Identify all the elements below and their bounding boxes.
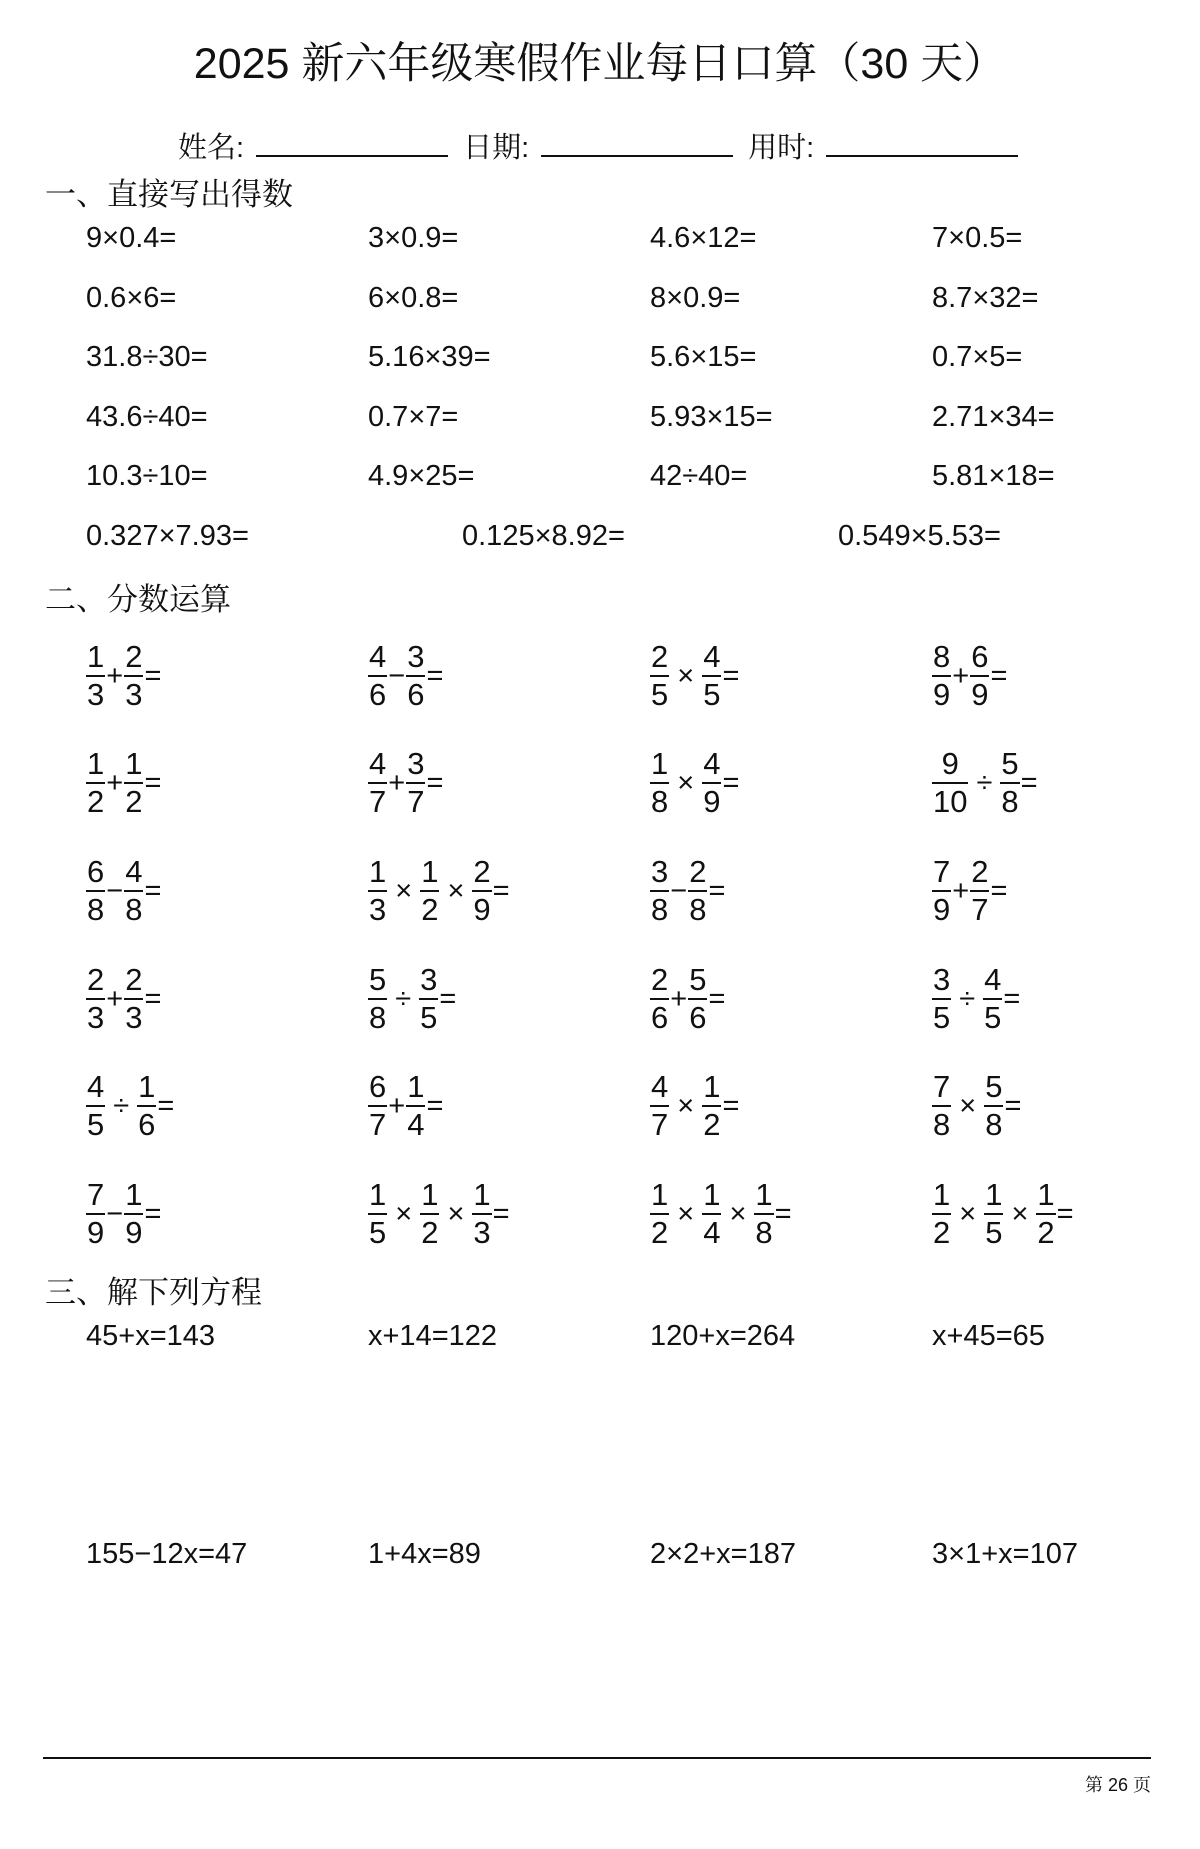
fraction	[406, 1069, 425, 1143]
equals-sign: =	[439, 982, 457, 1015]
fraction	[984, 1176, 1003, 1250]
fraction	[124, 638, 143, 712]
fraction-problem	[368, 622, 650, 730]
equals-sign: =	[492, 1197, 510, 1230]
name-field	[178, 129, 448, 167]
operator: +	[388, 1090, 406, 1123]
arithmetic-problem: 4.9×25=	[368, 460, 475, 492]
fraction	[368, 1069, 387, 1143]
numerator: 1	[651, 746, 669, 782]
fraction-problem	[650, 730, 932, 838]
fraction	[124, 853, 143, 927]
problem-row	[86, 328, 1152, 388]
arithmetic-problem: 0.125×8.92=	[462, 519, 625, 552]
denominator: 2	[933, 1214, 951, 1250]
fraction-problem	[650, 1160, 932, 1268]
section-heading-equations: 三、解下列方程	[45, 1275, 262, 1310]
operator: ×	[677, 659, 695, 692]
fraction-problem	[368, 1052, 650, 1160]
operator: ×	[729, 1197, 747, 1230]
fraction-grid	[86, 622, 1152, 1268]
numerator: 9	[941, 746, 959, 782]
numerator: 4	[703, 746, 721, 782]
problem-row	[86, 507, 1152, 567]
numerator: 4	[369, 638, 387, 674]
page-number: 第 26 页	[1084, 1775, 1151, 1795]
fraction	[650, 746, 669, 820]
equation-grid	[86, 1306, 1152, 1584]
fraction	[86, 1176, 105, 1250]
equals-sign: =	[144, 767, 162, 800]
equals-sign: =	[774, 1197, 792, 1230]
numerator: 1	[651, 1176, 669, 1212]
numerator: 1	[369, 853, 387, 889]
numerator: 3	[407, 638, 425, 674]
numerator: 5	[689, 961, 707, 997]
fraction-problem	[368, 730, 650, 838]
fraction	[124, 1176, 143, 1250]
equation-problem: 1+4x=89	[368, 1538, 481, 1570]
denominator: 7	[407, 784, 425, 820]
fraction-problem	[932, 1052, 1152, 1160]
name-label: 姓名:	[178, 132, 245, 164]
fraction	[368, 638, 387, 712]
denominator: 3	[369, 891, 387, 927]
numerator: 4	[369, 746, 387, 782]
denominator: 8	[689, 891, 707, 927]
time-label: 用时:	[748, 132, 815, 164]
arithmetic-problem: 7×0.5=	[932, 222, 1023, 254]
equals-sign: =	[1020, 767, 1038, 800]
fraction	[86, 638, 105, 712]
denominator: 5	[651, 676, 669, 712]
denominator: 8	[1001, 784, 1019, 820]
denominator: 7	[369, 1107, 387, 1143]
operator: ×	[677, 1090, 695, 1123]
operator: +	[106, 767, 124, 800]
problem-row	[86, 622, 1152, 730]
operator: ×	[677, 767, 695, 800]
numerator: 3	[407, 746, 425, 782]
fraction	[419, 961, 438, 1035]
denominator: 5	[985, 1214, 1003, 1250]
denominator: 5	[933, 999, 951, 1035]
arithmetic-problem: 0.327×7.93=	[86, 519, 249, 552]
fraction	[650, 853, 669, 927]
operator: ×	[447, 1197, 465, 1230]
arithmetic-problem: 31.8÷30=	[86, 341, 208, 373]
fraction	[124, 961, 143, 1035]
denominator: 5	[87, 1107, 105, 1143]
numerator: 6	[971, 638, 989, 674]
fraction-problem	[86, 1052, 368, 1160]
denominator: 10	[933, 784, 968, 820]
numerator: 1	[407, 1069, 425, 1105]
numerator: 3	[651, 853, 669, 889]
equation-problem: 155−12x=47	[86, 1538, 248, 1570]
page-title: 2025 新六年级寒假作业每日口算（30 天）	[193, 40, 1007, 88]
arithmetic-problem: 5.81×18=	[932, 460, 1055, 492]
denominator: 5	[369, 1214, 387, 1250]
denominator: 9	[933, 891, 951, 927]
denominator: 6	[407, 676, 425, 712]
numerator: 1	[421, 1176, 439, 1212]
arithmetic-problem: 5.6×15=	[650, 341, 757, 373]
fraction-problem	[86, 622, 368, 730]
denominator: 8	[985, 1107, 1003, 1143]
operator: +	[952, 659, 970, 692]
fraction	[650, 1069, 669, 1143]
denominator: 9	[933, 676, 951, 712]
denominator: 9	[971, 676, 989, 712]
numerator: 7	[87, 1176, 105, 1212]
section-heading-fractions: 二、分数运算	[45, 582, 231, 617]
fraction	[983, 961, 1002, 1035]
fraction	[368, 961, 387, 1035]
operator: ÷	[113, 1090, 130, 1123]
equals-sign: =	[1056, 1197, 1074, 1230]
equation-problem: 3×1+x=107	[932, 1538, 1078, 1570]
numerator: 8	[933, 638, 951, 674]
denominator: 5	[420, 999, 438, 1035]
denominator: 8	[933, 1107, 951, 1143]
operator: ÷	[395, 982, 412, 1015]
fraction-problem	[86, 730, 368, 838]
student-info-line	[178, 129, 1018, 167]
denominator: 8	[755, 1214, 773, 1250]
fraction	[1000, 746, 1019, 820]
operator: ×	[677, 1197, 695, 1230]
denominator: 9	[125, 1214, 143, 1250]
denominator: 6	[138, 1107, 156, 1143]
operator: ×	[1011, 1197, 1029, 1230]
arithmetic-problem: 3×0.9=	[368, 222, 459, 254]
numerator: 6	[87, 853, 105, 889]
fraction	[932, 1069, 951, 1143]
fraction-problem	[368, 1160, 650, 1268]
fraction	[86, 746, 105, 820]
numerator: 5	[985, 1069, 1003, 1105]
equation-problem: x+45=65	[932, 1320, 1045, 1352]
problem-row	[86, 730, 1152, 838]
denominator: 2	[421, 891, 439, 927]
arithmetic-problem: 0.7×5=	[932, 341, 1023, 373]
fraction	[124, 746, 143, 820]
fraction	[472, 1176, 491, 1250]
arithmetic-problem: 8.7×32=	[932, 281, 1039, 314]
time-field	[748, 129, 1018, 167]
numerator: 4	[125, 853, 143, 889]
numerator: 1	[933, 1176, 951, 1212]
fraction	[420, 1176, 439, 1250]
numerator: 4	[651, 1069, 669, 1105]
arithmetic-problem: 42÷40=	[650, 460, 748, 492]
arithmetic-problem: 0.6×6=	[86, 281, 177, 314]
fraction	[932, 961, 951, 1035]
fraction	[420, 853, 439, 927]
date-blank	[541, 135, 733, 157]
problem-row	[86, 1052, 1152, 1160]
numerator: 2	[125, 638, 143, 674]
fraction	[368, 853, 387, 927]
fraction-problem	[368, 945, 650, 1053]
equals-sign: =	[990, 874, 1008, 907]
numerator: 2	[87, 961, 105, 997]
equation-problem: x+14=122	[368, 1320, 498, 1352]
equals-sign: =	[990, 659, 1008, 692]
denominator: 7	[369, 784, 387, 820]
problem-row	[86, 1306, 1152, 1366]
denominator: 2	[125, 784, 143, 820]
section-heading-mental-math: 一、直接写出得数	[45, 177, 293, 212]
denominator: 3	[473, 1214, 491, 1250]
operator: −	[106, 1197, 124, 1230]
numerator: 7	[933, 1069, 951, 1105]
problem-row	[86, 447, 1152, 507]
denominator: 4	[703, 1214, 721, 1250]
numerator: 7	[933, 853, 951, 889]
equals-sign: =	[144, 982, 162, 1015]
operator: ×	[959, 1197, 977, 1230]
fraction	[702, 1176, 721, 1250]
numerator: 1	[421, 853, 439, 889]
fraction	[932, 638, 951, 712]
denominator: 2	[651, 1214, 669, 1250]
fraction	[932, 1176, 951, 1250]
fraction-problem	[932, 622, 1152, 730]
fraction-problem	[86, 945, 368, 1053]
problem-row	[86, 269, 1152, 329]
denominator: 8	[369, 999, 387, 1035]
arithmetic-problem: 5.16×39=	[368, 341, 491, 373]
fraction	[472, 853, 491, 927]
fraction	[86, 1069, 105, 1143]
denominator: 2	[421, 1214, 439, 1250]
fraction-problem	[650, 945, 932, 1053]
denominator: 9	[87, 1214, 105, 1250]
mental-math-grid	[86, 209, 1152, 566]
numerator: 1	[703, 1069, 721, 1105]
arithmetic-problem: 9×0.4=	[86, 222, 177, 254]
arithmetic-problem: 43.6÷40=	[86, 400, 208, 433]
fraction-problem	[932, 837, 1152, 945]
fraction	[406, 746, 425, 820]
numerator: 2	[971, 853, 989, 889]
fraction	[702, 638, 721, 712]
fraction	[406, 638, 425, 712]
numerator: 3	[933, 961, 951, 997]
equals-sign: =	[144, 1197, 162, 1230]
numerator: 6	[369, 1069, 387, 1105]
operator: −	[388, 659, 406, 692]
problem-row	[86, 837, 1152, 945]
arithmetic-problem: 4.6×12=	[650, 222, 757, 254]
denominator: 6	[651, 999, 669, 1035]
operator: +	[106, 982, 124, 1015]
problem-row	[86, 1160, 1152, 1268]
denominator: 9	[473, 891, 491, 927]
numerator: 2	[125, 961, 143, 997]
fraction	[86, 961, 105, 1035]
problem-row	[86, 209, 1152, 269]
fraction-problem	[650, 622, 932, 730]
numerator: 4	[984, 961, 1002, 997]
equals-sign: =	[722, 767, 740, 800]
numerator: 1	[1037, 1176, 1055, 1212]
fraction	[970, 638, 989, 712]
fraction	[984, 1069, 1003, 1143]
name-blank	[256, 135, 448, 157]
numerator: 1	[369, 1176, 387, 1212]
numerator: 4	[703, 638, 721, 674]
arithmetic-problem: 0.7×7=	[368, 400, 459, 433]
denominator: 5	[703, 676, 721, 712]
fraction	[932, 853, 951, 927]
fraction	[1036, 1176, 1055, 1250]
denominator: 7	[971, 891, 989, 927]
equation-problem: 2×2+x=187	[650, 1538, 796, 1570]
date-field	[463, 129, 733, 167]
fraction	[702, 746, 721, 820]
fraction	[970, 853, 989, 927]
operator: +	[952, 874, 970, 907]
equals-sign: =	[426, 659, 444, 692]
denominator: 2	[703, 1107, 721, 1143]
operator: ÷	[959, 982, 976, 1015]
numerator: 1	[473, 1176, 491, 1212]
denominator: 6	[369, 676, 387, 712]
numerator: 1	[755, 1176, 773, 1212]
fraction	[137, 1069, 156, 1143]
denominator: 8	[87, 891, 105, 927]
equals-sign: =	[722, 659, 740, 692]
numerator: 2	[651, 638, 669, 674]
arithmetic-problem: 10.3÷10=	[86, 460, 208, 492]
fraction	[368, 746, 387, 820]
arithmetic-problem: 2.71×34=	[932, 400, 1055, 433]
equation-problem: 120+x=264	[650, 1320, 796, 1352]
fraction-problem	[650, 837, 932, 945]
numerator: 3	[420, 961, 438, 997]
arithmetic-problem: 8×0.9=	[650, 281, 741, 314]
denominator: 3	[87, 676, 105, 712]
operator: −	[106, 874, 124, 907]
fraction-problem	[932, 730, 1152, 838]
denominator: 3	[125, 999, 143, 1035]
fraction	[650, 1176, 669, 1250]
fraction	[754, 1176, 773, 1250]
numerator: 1	[138, 1069, 156, 1105]
numerator: 1	[125, 1176, 143, 1212]
fraction-problem	[368, 837, 650, 945]
fraction	[932, 746, 968, 820]
operator: +	[388, 767, 406, 800]
numerator: 1	[87, 746, 105, 782]
fraction	[368, 1176, 387, 1250]
operator: +	[670, 982, 688, 1015]
equals-sign: =	[708, 982, 726, 1015]
fraction	[86, 853, 105, 927]
equals-sign: =	[708, 874, 726, 907]
equals-sign: =	[157, 1090, 175, 1123]
fraction	[688, 853, 707, 927]
equation-problem: 45+x=143	[86, 1320, 216, 1352]
fraction-problem	[86, 837, 368, 945]
time-blank	[826, 135, 1018, 157]
arithmetic-problem: 6×0.8=	[368, 281, 459, 314]
fraction	[650, 961, 669, 1035]
denominator: 8	[651, 784, 669, 820]
equals-sign: =	[492, 874, 510, 907]
denominator: 2	[87, 784, 105, 820]
denominator: 3	[125, 676, 143, 712]
denominator: 7	[651, 1107, 669, 1143]
arithmetic-problem: 0.549×5.53=	[838, 519, 1001, 552]
problem-row	[86, 1524, 1152, 1584]
problem-row	[86, 388, 1152, 448]
numerator: 1	[703, 1176, 721, 1212]
numerator: 2	[651, 961, 669, 997]
equals-sign: =	[1004, 1090, 1022, 1123]
fraction-problem	[932, 945, 1152, 1053]
operator: +	[106, 659, 124, 692]
fraction-problem	[86, 1160, 368, 1268]
operator: ×	[959, 1090, 977, 1123]
footer-rule	[43, 1757, 1151, 1759]
numerator: 2	[689, 853, 707, 889]
numerator: 5	[1001, 746, 1019, 782]
numerator: 1	[87, 638, 105, 674]
denominator: 4	[407, 1107, 425, 1143]
equals-sign: =	[722, 1090, 740, 1123]
numerator: 4	[87, 1069, 105, 1105]
fraction	[650, 638, 669, 712]
fraction-problem	[650, 1052, 932, 1160]
denominator: 5	[984, 999, 1002, 1035]
date-label: 日期:	[463, 132, 530, 164]
arithmetic-problem: 5.93×15=	[650, 400, 773, 433]
operator: ×	[395, 874, 413, 907]
equals-sign: =	[144, 659, 162, 692]
problem-row	[86, 945, 1152, 1053]
denominator: 6	[689, 999, 707, 1035]
equals-sign: =	[1003, 982, 1021, 1015]
denominator: 3	[87, 999, 105, 1035]
fraction	[702, 1069, 721, 1143]
denominator: 8	[125, 891, 143, 927]
equals-sign: =	[426, 1090, 444, 1123]
numerator: 5	[369, 961, 387, 997]
fraction-problem	[932, 1160, 1152, 1268]
denominator: 2	[1037, 1214, 1055, 1250]
operator: −	[670, 874, 688, 907]
numerator: 1	[125, 746, 143, 782]
denominator: 9	[703, 784, 721, 820]
fraction	[688, 961, 707, 1035]
numerator: 2	[473, 853, 491, 889]
numerator: 1	[985, 1176, 1003, 1212]
denominator: 8	[651, 891, 669, 927]
operator: ×	[447, 874, 465, 907]
operator: ×	[395, 1197, 413, 1230]
equals-sign: =	[426, 767, 444, 800]
operator: ÷	[976, 767, 993, 800]
equals-sign: =	[144, 874, 162, 907]
